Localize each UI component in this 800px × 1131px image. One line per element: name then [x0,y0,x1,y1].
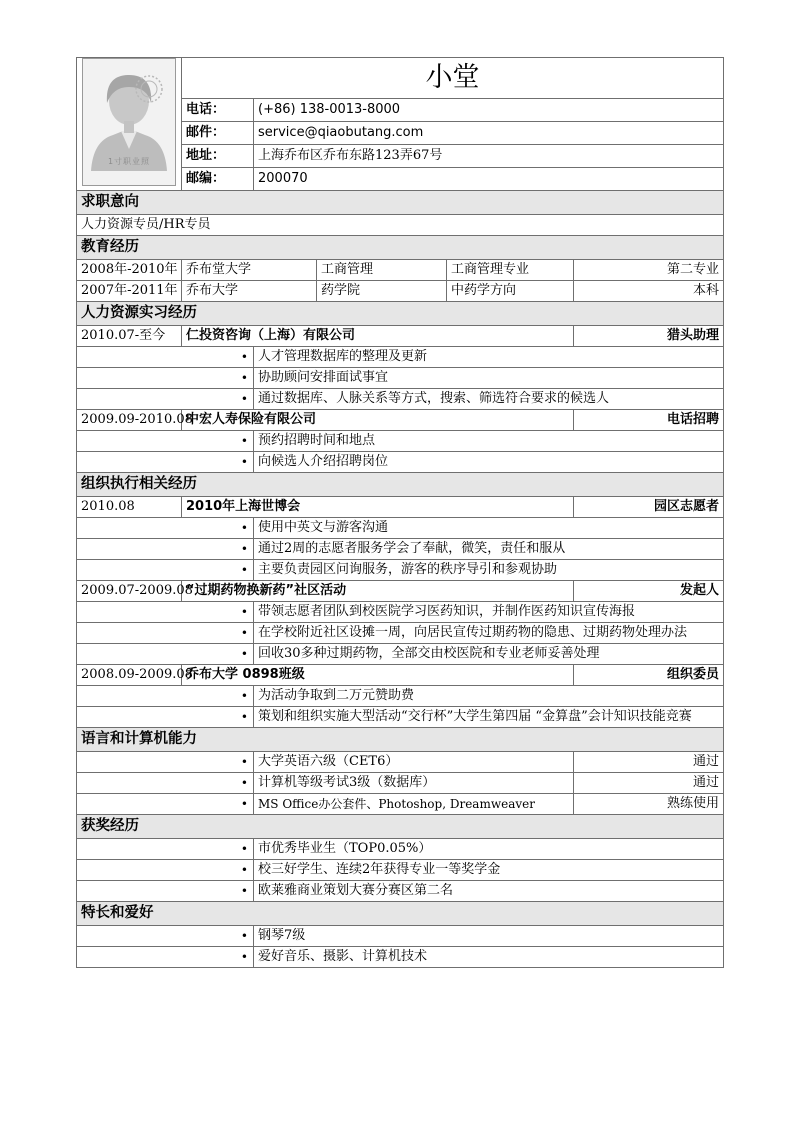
experience-org: 乔布大学 0898班级 [182,665,574,686]
skill-item: 大学英语六级（CET6） [254,752,574,773]
zipcode-label: 邮编： [182,168,254,191]
address-value: 上海乔布区乔布东路123弄67号 [254,145,724,168]
bullet-marker: • [77,518,254,539]
bullet-marker: • [77,773,254,794]
bullet-marker: • [77,860,254,881]
skill-level: 通过 [574,752,724,773]
experience-bullet: 在学校附近社区设摊一周，向居民宣传过期药物的隐患、过期药物处理办法 [254,623,724,644]
experience-bullet: 主要负责园区问询服务，游客的秩序导引和参观协助 [254,560,724,581]
section-internship-title: 人力资源实习经历 [77,302,724,326]
experience-bullet: 人才管理数据库的整理及更新 [254,347,724,368]
education-school: 乔布大学 [182,281,317,302]
experience-period: 2010.07-至今 [77,326,182,347]
experience-period: 2009.07-2009.08 [77,581,182,602]
experience-bullet: 为活动争取到二万元赞助费 [254,686,724,707]
skill-item: MS Office办公套件、Photoshop, Dreamweaver [254,794,574,815]
award-item: 市优秀毕业生（TOP0.05%） [254,839,724,860]
email-value: service@qiaobutang.com [254,122,724,145]
resume-sheet [76,57,723,968]
experience-role: 电话招聘 [574,410,724,431]
bullet-marker: • [77,539,254,560]
experience-bullet: 带领志愿者团队到校医院学习医药知识，并制作医药知识宣传海报 [254,602,724,623]
education-degree: 本科 [574,281,724,302]
education-dept: 工商管理 [317,260,447,281]
experience-period: 2010.08 [77,497,182,518]
bullet-marker: • [77,623,254,644]
experience-org: “过期药物换新药”社区活动 [182,581,574,602]
bullet-marker: • [77,431,254,452]
bullet-marker: • [77,602,254,623]
experience-header-row [77,410,724,431]
award-item: 校三好学生、连续2年获得专业一等奖学金 [254,860,724,881]
bullet-marker: • [77,707,254,728]
phone-value: (+86) 138-0013-8000 [254,99,724,122]
bullet-marker: • [77,881,254,902]
resume-table [76,57,724,968]
education-major: 工商管理专业 [447,260,574,281]
photo-caption: 1寸职业照 [107,157,151,166]
bullet-marker: • [77,926,254,947]
photo-cell [77,58,182,191]
bullet-marker: • [77,389,254,410]
bullet-marker: • [77,752,254,773]
experience-header-row [77,497,724,518]
section-objective-title: 求职意向 [77,191,724,215]
education-row [77,281,724,302]
bullet-marker: • [77,368,254,389]
section-awards-title: 获奖经历 [77,815,724,839]
experience-header-row [77,581,724,602]
experience-org: 仁投资咨询（上海）有限公司 [182,326,574,347]
experience-role: 猎头助理 [574,326,724,347]
education-row [77,260,724,281]
objective-text: 人力资源专员/HR专员 [77,215,724,236]
experience-header-row [77,326,724,347]
experience-period: 2009.09-2010.08 [77,410,182,431]
education-degree: 第二专业 [574,260,724,281]
profile-photo [82,58,176,186]
section-skills-title: 语言和计算机能力 [77,728,724,752]
experience-bullet: 通过数据库、人脉关系等方式，搜索、筛选符合要求的候选人 [254,389,724,410]
experience-bullet: 协助顾问安排面试事宜 [254,368,724,389]
section-hobbies-title: 特长和爱好 [77,902,724,926]
education-period: 2007年-2011年 [77,281,182,302]
experience-bullet: 预约招聘时间和地点 [254,431,724,452]
experience-period: 2008.09-2009.08 [77,665,182,686]
experience-org: 中宏人寿保险有限公司 [182,410,574,431]
education-period: 2008年-2010年 [77,260,182,281]
section-education-title: 教育经历 [77,236,724,260]
hobby-item: 钢琴7级 [254,926,724,947]
experience-role: 发起人 [574,581,724,602]
experience-role: 园区志愿者 [574,497,724,518]
address-label: 地址： [182,145,254,168]
zipcode-value: 200070 [254,168,724,191]
bullet-marker: • [77,452,254,473]
bullet-marker: • [77,560,254,581]
experience-header-row [77,665,724,686]
education-dept: 药学院 [317,281,447,302]
bullet-marker: • [77,686,254,707]
skill-level: 通过 [574,773,724,794]
education-school: 乔布堂大学 [182,260,317,281]
skill-item: 计算机等级考试3级（数据库） [254,773,574,794]
section-organization-title: 组织执行相关经历 [77,473,724,497]
experience-role: 组织委员 [574,665,724,686]
experience-bullet: 通过2周的志愿者服务学会了奉献，微笑，责任和服从 [254,539,724,560]
bullet-marker: • [77,347,254,368]
experience-bullet: 使用中英文与游客沟通 [254,518,724,539]
email-label: 邮件： [182,122,254,145]
skill-level: 熟练使用 [574,794,724,815]
experience-bullet: 回收30多种过期药物，全部交由校医院和专业老师妥善处理 [254,644,724,665]
bullet-marker: • [77,947,254,968]
experience-bullet: 策划和组织实施大型活动“交行杯”大学生第四届 “金算盘”会计知识技能竞赛 [254,707,724,728]
bullet-marker: • [77,644,254,665]
phone-label: 电话： [182,99,254,122]
experience-org: 2010年上海世博会 [182,497,574,518]
experience-bullet: 向候选人介绍招聘岗位 [254,452,724,473]
hobby-item: 爱好音乐、摄影、计算机技术 [254,947,724,968]
bullet-marker: • [77,839,254,860]
bullet-marker: • [77,794,254,815]
candidate-name: 小堂 [182,58,724,99]
education-major: 中药学方向 [447,281,574,302]
award-item: 欧莱雅商业策划大赛分赛区第二名 [254,881,724,902]
